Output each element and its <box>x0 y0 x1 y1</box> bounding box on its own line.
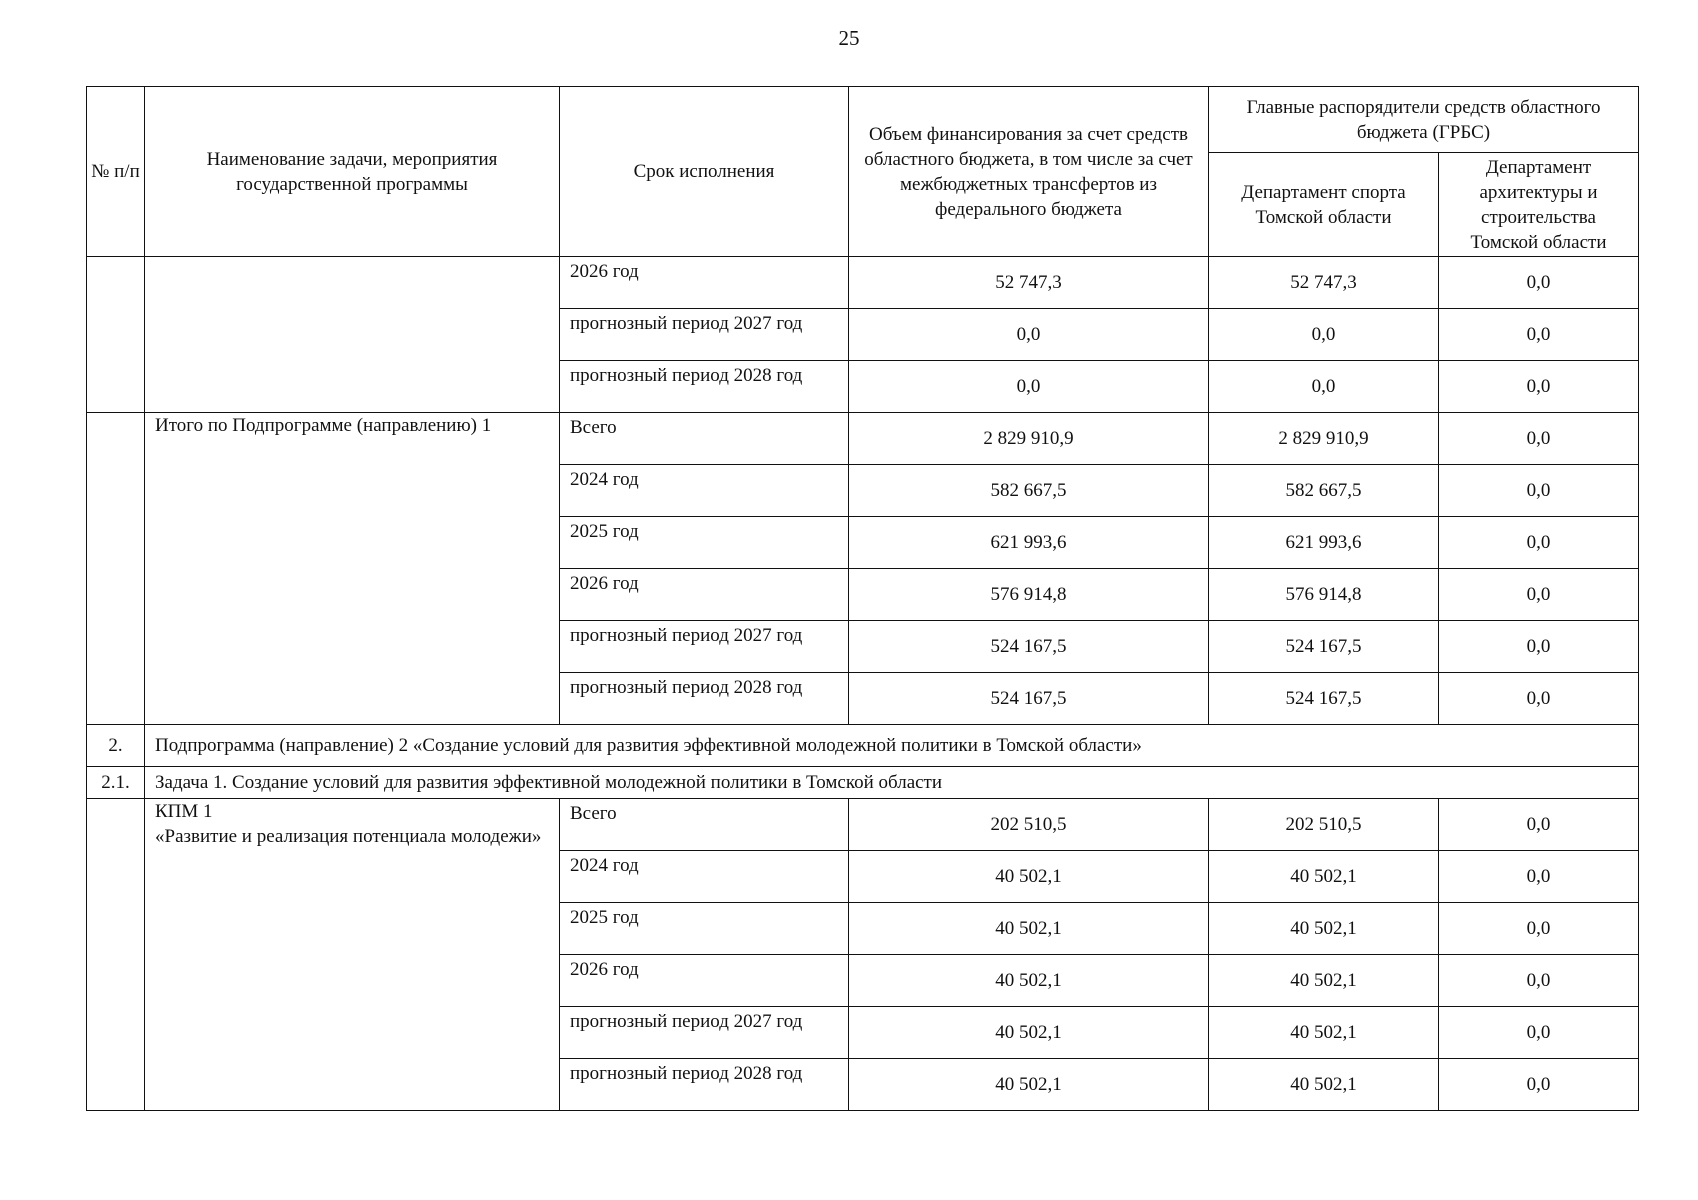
volume-cell: 40 502,1 <box>849 851 1209 903</box>
arch-cell: 0,0 <box>1439 257 1639 309</box>
header-num: № п/п <box>87 87 145 257</box>
page-number: 25 <box>838 26 860 50</box>
term-cell: прогнозный период 2027 год <box>560 621 849 673</box>
sport-cell: 40 502,1 <box>1209 851 1439 903</box>
sport-cell: 40 502,1 <box>1209 1007 1439 1059</box>
sport-cell: 52 747,3 <box>1209 257 1439 309</box>
header-name: Наименование задачи, мероприятия государственной программы <box>145 87 560 257</box>
term-cell: прогнозный период 2027 год <box>560 309 849 361</box>
volume-cell: 524 167,5 <box>849 673 1209 725</box>
term-cell: 2026 год <box>560 257 849 309</box>
term-cell: прогнозный период 2027 год <box>560 1007 849 1059</box>
sport-cell: 576 914,8 <box>1209 569 1439 621</box>
term-cell: Всего <box>560 799 849 851</box>
num-cell <box>87 413 145 725</box>
term-cell: 2024 год <box>560 465 849 517</box>
arch-cell: 0,0 <box>1439 799 1639 851</box>
subprogram1-total-name: Итого по Подпрограмме (направлению) 1 <box>145 413 560 725</box>
sport-cell: 40 502,1 <box>1209 955 1439 1007</box>
sport-cell: 2 829 910,9 <box>1209 413 1439 465</box>
volume-cell: 576 914,8 <box>849 569 1209 621</box>
sport-cell: 202 510,5 <box>1209 799 1439 851</box>
sport-cell: 0,0 <box>1209 361 1439 413</box>
sport-cell: 524 167,5 <box>1209 673 1439 725</box>
financing-table <box>86 86 1639 1111</box>
table-row <box>87 413 1639 465</box>
volume-cell: 40 502,1 <box>849 955 1209 1007</box>
task21-row <box>87 767 1639 799</box>
sport-cell: 0,0 <box>1209 309 1439 361</box>
arch-cell: 0,0 <box>1439 413 1639 465</box>
arch-cell: 0,0 <box>1439 361 1639 413</box>
header-volume: Объем финансирования за счет средств областного бюджета, в том числе за счет межбюджетных трансфертов из федерального бюджета <box>849 87 1209 257</box>
term-cell: прогнозный период 2028 год <box>560 361 849 413</box>
volume-cell: 40 502,1 <box>849 1007 1209 1059</box>
arch-cell: 0,0 <box>1439 851 1639 903</box>
arch-cell: 0,0 <box>1439 955 1639 1007</box>
arch-cell: 0,0 <box>1439 1059 1639 1111</box>
term-cell: 2026 год <box>560 955 849 1007</box>
term-cell: 2025 год <box>560 903 849 955</box>
subprogram2-row <box>87 725 1639 767</box>
arch-cell: 0,0 <box>1439 569 1639 621</box>
arch-cell: 0,0 <box>1439 673 1639 725</box>
volume-cell: 0,0 <box>849 309 1209 361</box>
term-cell: 2026 год <box>560 569 849 621</box>
subprogram2-num: 2. <box>87 725 145 767</box>
volume-cell: 202 510,5 <box>849 799 1209 851</box>
volume-cell: 52 747,3 <box>849 257 1209 309</box>
sport-cell: 582 667,5 <box>1209 465 1439 517</box>
kpm1-title: «Развитие и реализация потенциала молодежи» <box>155 826 542 847</box>
sport-cell: 621 993,6 <box>1209 517 1439 569</box>
term-cell: 2025 год <box>560 517 849 569</box>
arch-cell: 0,0 <box>1439 903 1639 955</box>
header-grbs: Главные распорядители средств областного бюджета (ГРБС) <box>1209 87 1639 153</box>
sport-cell: 40 502,1 <box>1209 1059 1439 1111</box>
volume-cell: 524 167,5 <box>849 621 1209 673</box>
num-cell <box>87 799 145 1111</box>
arch-cell: 0,0 <box>1439 309 1639 361</box>
arch-cell: 0,0 <box>1439 1007 1639 1059</box>
arch-cell: 0,0 <box>1439 465 1639 517</box>
sport-cell: 40 502,1 <box>1209 903 1439 955</box>
table-row <box>87 799 1639 851</box>
name-cell <box>145 257 560 413</box>
subprogram2-title: Подпрограмма (направление) 2 «Создание условий для развития эффективной молодежной политики в Томской области» <box>145 725 1639 767</box>
kpm1-name <box>145 799 560 1111</box>
volume-cell: 621 993,6 <box>849 517 1209 569</box>
header-dept-sport: Департамент спорта Томской области <box>1209 153 1439 257</box>
task21-num: 2.1. <box>87 767 145 799</box>
kpm1-code: КПМ 1 <box>155 801 213 822</box>
task21-title: Задача 1. Создание условий для развития эффективной молодежной политики в Томской области <box>145 767 1639 799</box>
volume-cell: 2 829 910,9 <box>849 413 1209 465</box>
term-cell: 2024 год <box>560 851 849 903</box>
volume-cell: 40 502,1 <box>849 903 1209 955</box>
sport-cell: 524 167,5 <box>1209 621 1439 673</box>
table-row <box>87 257 1639 309</box>
arch-cell: 0,0 <box>1439 517 1639 569</box>
volume-cell: 40 502,1 <box>849 1059 1209 1111</box>
arch-cell: 0,0 <box>1439 621 1639 673</box>
term-cell: прогнозный период 2028 год <box>560 673 849 725</box>
num-cell <box>87 257 145 413</box>
term-cell: прогнозный период 2028 год <box>560 1059 849 1111</box>
header-term: Срок исполнения <box>560 87 849 257</box>
volume-cell: 0,0 <box>849 361 1209 413</box>
volume-cell: 582 667,5 <box>849 465 1209 517</box>
term-cell: Всего <box>560 413 849 465</box>
header-dept-arch: Департамент архитектуры и строительства Томской области <box>1439 153 1639 257</box>
